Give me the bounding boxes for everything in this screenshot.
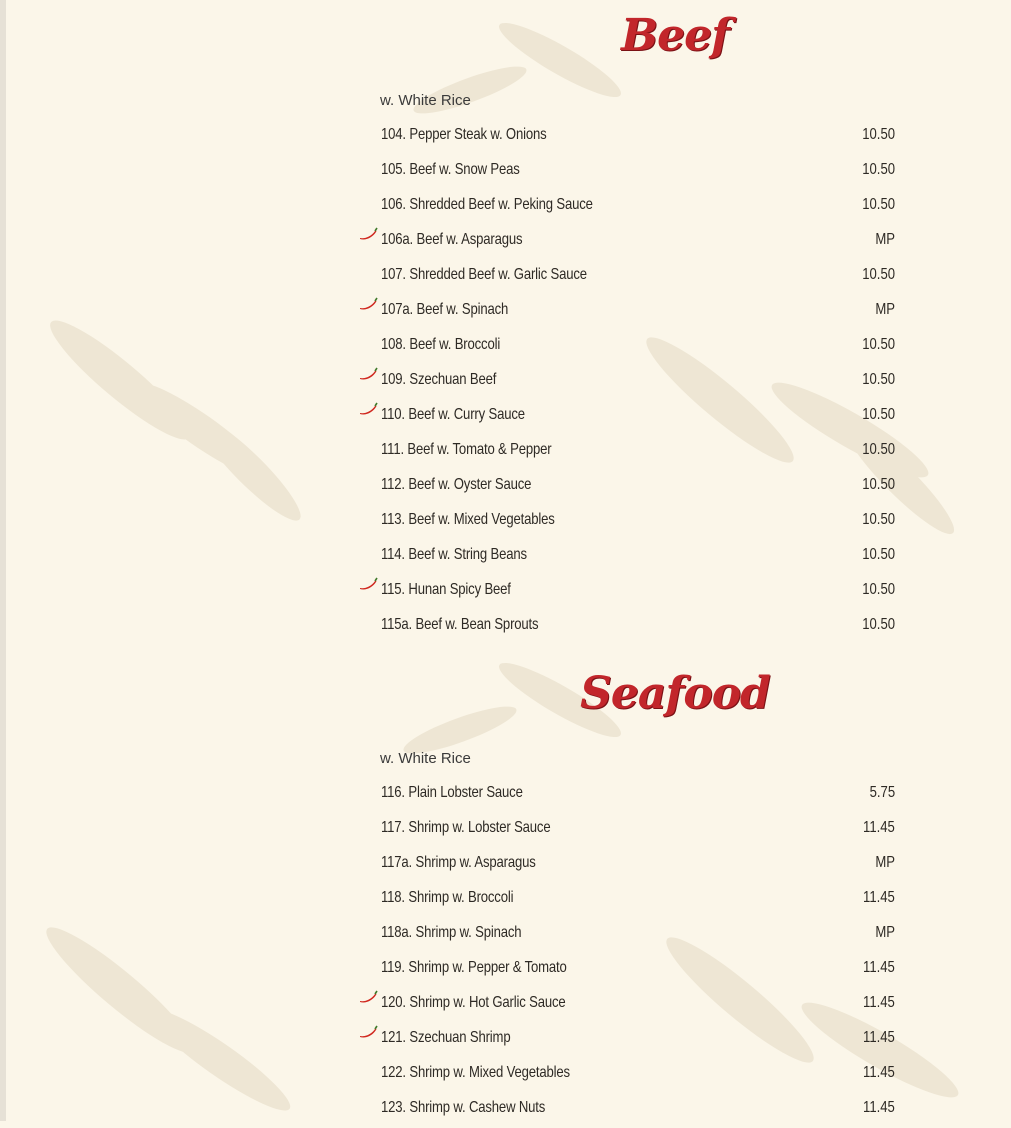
item-price: 10.50 (862, 161, 895, 178)
item-name: 120. Shrimp w. Hot Garlic Sauce (381, 994, 566, 1011)
section-subtitle: w. White Rice (380, 92, 471, 109)
item-name: 117. Shrimp w. Lobster Sauce (381, 819, 551, 836)
menu-item (0, 365, 1011, 400)
item-price: 10.50 (862, 581, 895, 598)
item-price: 5.75 (869, 784, 895, 801)
item-price: 11.45 (863, 994, 895, 1011)
section-title: Beef (620, 10, 730, 61)
item-price: MP (875, 231, 895, 248)
menu-item (0, 610, 1011, 645)
menu-item (0, 330, 1011, 365)
item-price: 10.50 (862, 616, 895, 633)
item-name: 110. Beef w. Curry Sauce (381, 406, 525, 423)
menu-item (0, 540, 1011, 575)
item-name: 115. Hunan Spicy Beef (381, 581, 511, 598)
item-price: 11.45 (863, 819, 895, 836)
chili-pepper-icon (358, 367, 378, 381)
chili-pepper-icon (358, 577, 378, 591)
menu-item (0, 260, 1011, 295)
item-price: 10.50 (862, 126, 895, 143)
item-price: 11.45 (863, 1099, 895, 1116)
item-price: 10.50 (862, 196, 895, 213)
menu-item (0, 295, 1011, 330)
menu-item (0, 918, 1011, 953)
item-name: 104. Pepper Steak w. Onions (381, 126, 547, 143)
item-price: 10.50 (862, 336, 895, 353)
item-name: 106a. Beef w. Asparagus (381, 231, 523, 248)
item-name: 111. Beef w. Tomato & Pepper (381, 441, 552, 458)
menu-item (0, 225, 1011, 260)
menu-item (0, 988, 1011, 1023)
item-price: MP (875, 924, 895, 941)
item-name: 116. Plain Lobster Sauce (381, 784, 523, 801)
chili-pepper-icon (358, 402, 378, 416)
menu-item (0, 813, 1011, 848)
item-price: MP (875, 301, 895, 318)
item-name: 108. Beef w. Broccoli (381, 336, 501, 353)
chili-pepper-icon (358, 297, 378, 311)
item-price: 10.50 (862, 441, 895, 458)
item-name: 112. Beef w. Oyster Sauce (381, 476, 532, 493)
item-name: 122. Shrimp w. Mixed Vegetables (381, 1064, 570, 1081)
item-name: 107a. Beef w. Spinach (381, 301, 509, 318)
item-price: 10.50 (862, 406, 895, 423)
item-name: 118a. Shrimp w. Spinach (381, 924, 522, 941)
menu-item (0, 190, 1011, 225)
item-price: 10.50 (862, 266, 895, 283)
chili-pepper-icon (358, 990, 378, 1004)
menu-item (0, 470, 1011, 505)
item-name: 119. Shrimp w. Pepper & Tomato (381, 959, 567, 976)
item-name: 117a. Shrimp w. Asparagus (381, 854, 536, 871)
menu-list-beef (0, 120, 1011, 645)
item-name: 118. Shrimp w. Broccoli (381, 889, 514, 906)
item-price: 10.50 (862, 371, 895, 388)
item-name: 106. Shredded Beef w. Peking Sauce (381, 196, 593, 213)
item-price: MP (875, 854, 895, 871)
menu-item (0, 883, 1011, 918)
menu-item (0, 953, 1011, 988)
item-price: 11.45 (863, 889, 895, 906)
menu-item (0, 505, 1011, 540)
chili-pepper-icon (358, 227, 378, 241)
item-name: 109. Szechuan Beef (381, 371, 497, 388)
item-price: 11.45 (863, 959, 895, 976)
item-name: 107. Shredded Beef w. Garlic Sauce (381, 266, 587, 283)
section-subtitle: w. White Rice (380, 750, 471, 767)
item-name: 121. Szechuan Shrimp (381, 1029, 511, 1046)
item-price: 11.45 (863, 1029, 895, 1046)
item-name: 114. Beef w. String Beans (381, 546, 527, 563)
menu-item (0, 435, 1011, 470)
item-price: 10.50 (862, 476, 895, 493)
menu-item (0, 155, 1011, 190)
menu-item (0, 1058, 1011, 1093)
menu-item (0, 848, 1011, 883)
chili-pepper-icon (358, 1025, 378, 1039)
menu-item (0, 575, 1011, 610)
item-name: 115a. Beef w. Bean Sprouts (381, 616, 539, 633)
menu-list-seafood (0, 778, 1011, 1128)
menu-item (0, 1023, 1011, 1058)
section-title: Seafood (580, 668, 770, 719)
menu-item (0, 778, 1011, 813)
menu-item (0, 1093, 1011, 1128)
item-price: 10.50 (862, 511, 895, 528)
item-price: 10.50 (862, 546, 895, 563)
menu-item (0, 400, 1011, 435)
item-name: 113. Beef w. Mixed Vegetables (381, 511, 555, 528)
menu-item (0, 120, 1011, 155)
item-name: 123. Shrimp w. Cashew Nuts (381, 1099, 546, 1116)
item-price: 11.45 (863, 1064, 895, 1081)
item-name: 105. Beef w. Snow Peas (381, 161, 520, 178)
